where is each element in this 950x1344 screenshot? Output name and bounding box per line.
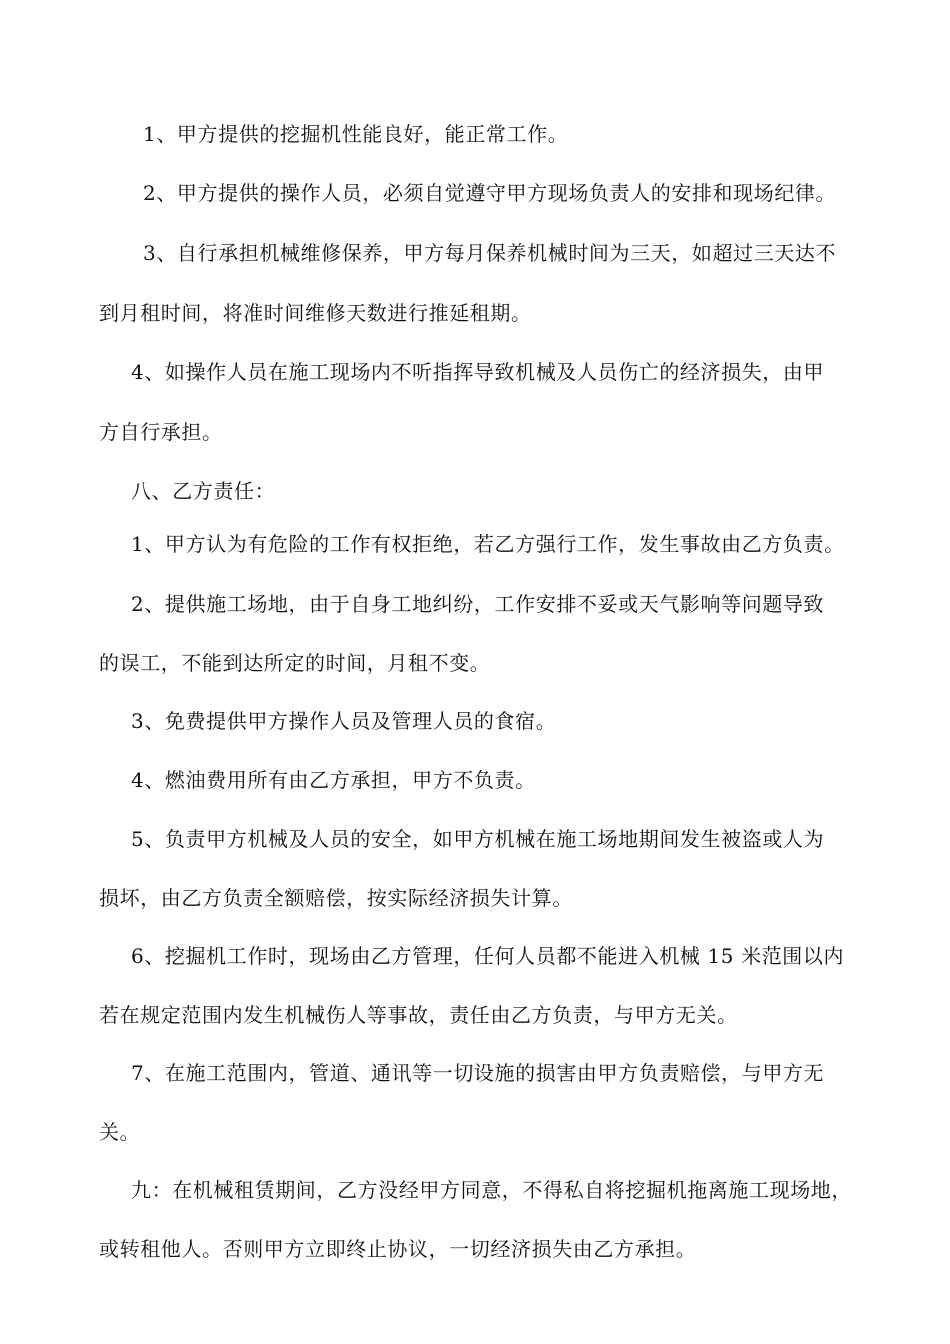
section-9-paragraph-cont: 或转租他人。否则甲方立即终止协议，一切经济损失由乙方承担。 — [99, 1237, 697, 1261]
section-8-heading: 八、乙方责任： — [131, 479, 276, 503]
clause-8-item-7: 7、在施工范围内，管道、通讯等一切设施的损害由甲方负责赔偿，与甲方无 — [131, 1061, 825, 1085]
clause-7-item-4-cont: 方自行承担。 — [99, 420, 223, 444]
clause-8-item-1: 1、甲方认为有危险的工作有权拒绝，若乙方强行工作，发生事故由乙方负责。 — [131, 532, 845, 556]
clause-8-item-5: 5、负责甲方机械及人员的安全，如甲方机械在施工场地期间发生被盗或人为 — [131, 827, 825, 851]
clause-7-item-2: 2、甲方提供的操作人员，必须自觉遵守甲方现场负责人的安排和现场纪律。 — [143, 181, 837, 205]
clause-8-item-2: 2、提供施工场地，由于自身工地纠纷，工作安排不妥或天气影响等问题导致 — [131, 592, 825, 616]
clause-8-item-2-cont: 的误工，不能到达所定的时间，月租不变。 — [99, 651, 491, 675]
clause-8-item-3: 3、免费提供甲方操作人员及管理人员的食宿。 — [131, 709, 557, 733]
clause-7-item-3: 3、自行承担机械维修保养，甲方每月保养机械时间为三天，如超过三天达不 — [143, 241, 837, 265]
clause-8-item-5-cont: 损坏，由乙方负责全额赔偿，按实际经济损失计算。 — [99, 886, 573, 910]
clause-8-item-7-cont: 关。 — [99, 1120, 141, 1144]
clause-8-item-6: 6、挖掘机工作时，现场由乙方管理，任何人员都不能进入机械 15 米范围以内 — [131, 944, 845, 968]
clause-7-item-1: 1、甲方提供的挖掘机性能良好，能正常工作。 — [143, 122, 569, 146]
clause-7-item-3-cont: 到月租时间，将准时间维修天数进行推延租期。 — [99, 301, 532, 325]
section-9-paragraph: 九：在机械租赁期间，乙方没经甲方同意，不得私自将挖掘机拖离施工现场地， — [131, 1178, 852, 1202]
clause-8-item-6-cont: 若在规定范围内发生机械伤人等事故，责任由乙方负责，与甲方无关。 — [99, 1003, 738, 1027]
clause-7-item-4: 4、如操作人员在施工现场内不听指挥导致机械及人员伤亡的经济损失，由甲 — [131, 360, 825, 384]
clause-8-item-4: 4、燃油费用所有由乙方承担，甲方不负责。 — [131, 768, 536, 792]
